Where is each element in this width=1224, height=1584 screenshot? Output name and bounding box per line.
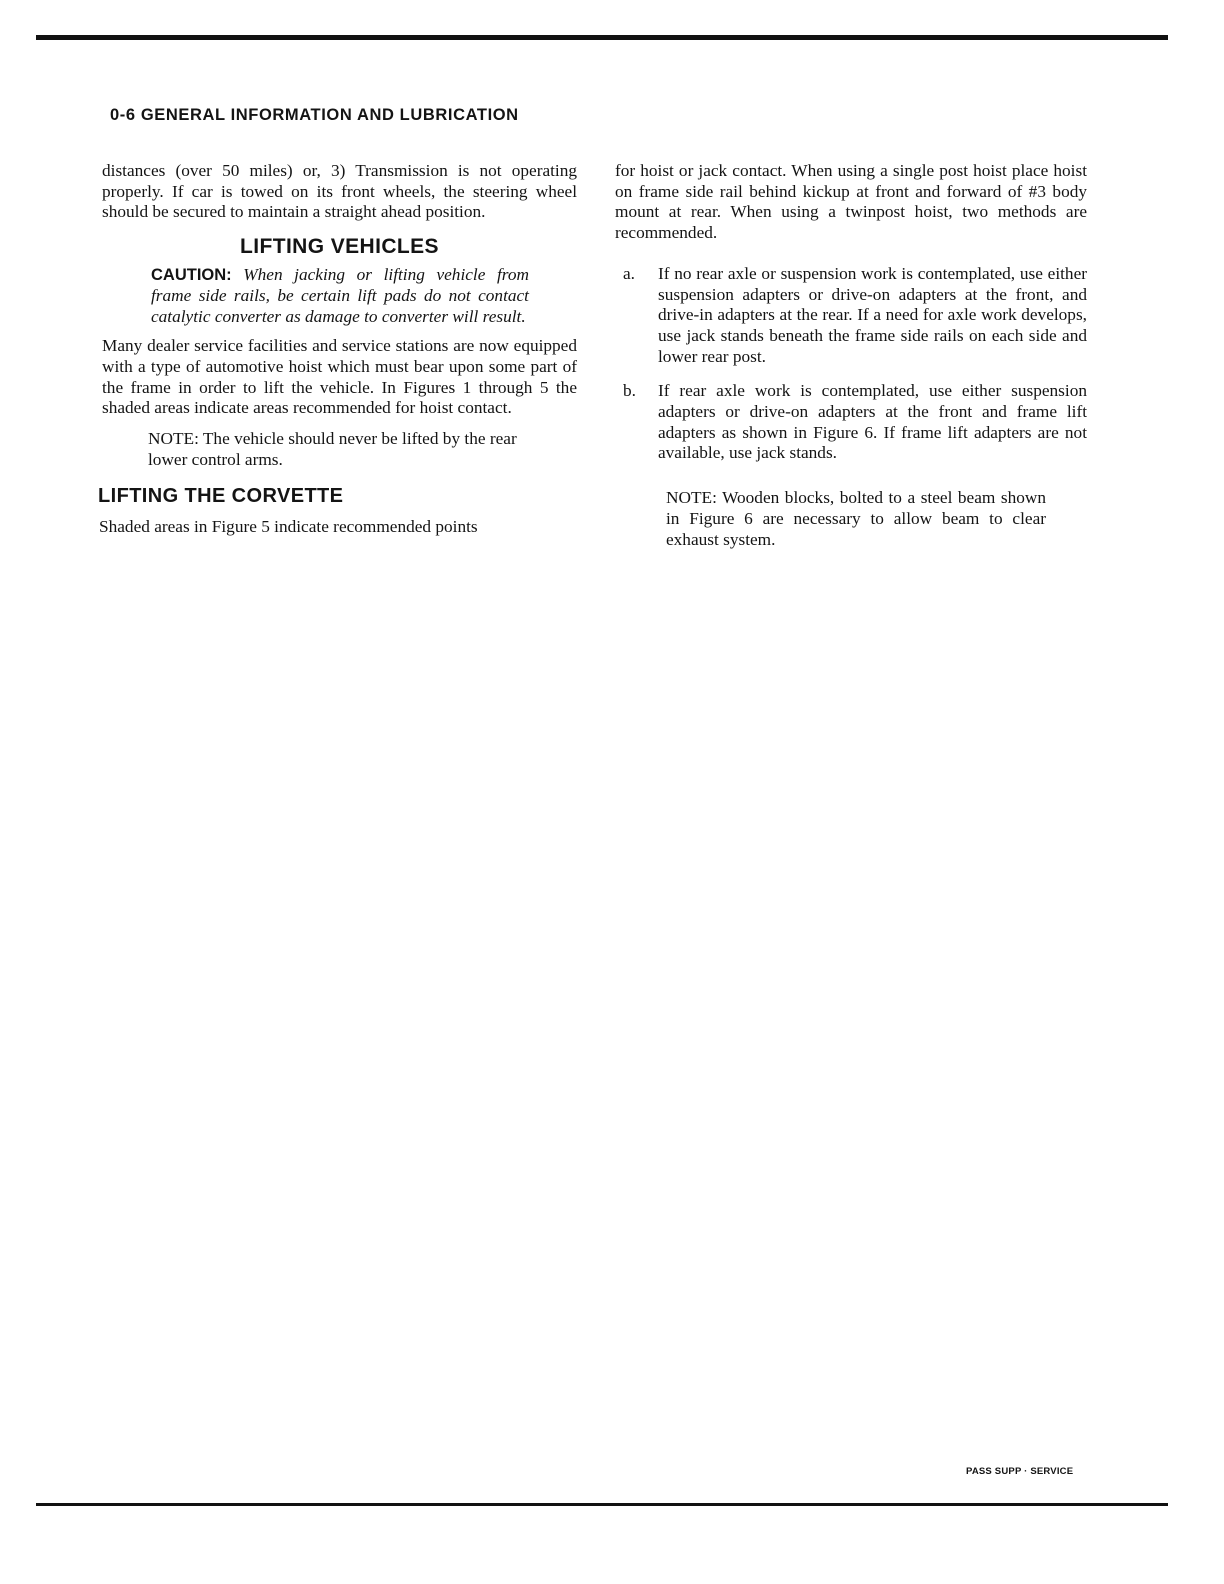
caution-block [151,265,529,327]
corvette-paragraph: Shaded areas in Figure 5 indicate recommended points [99,517,478,537]
list-item [615,264,1087,368]
intro-paragraph: distances (over 50 miles) or, 3) Transmission is not operating properly. If car is towed on its front wheels, the steering wheel should be secured to maintain a straight ahead position. [102,161,577,222]
continuation-paragraph: for hoist or jack contact. When using a single post hoist place hoist on frame side rail behind kickup at front and forward of #3 body mount at rear. When using a twinpost hoist, two methods are recommended. [615,161,1087,243]
list-item-letter: b. [623,381,636,401]
list-item [615,381,1087,464]
caution-label: CAUTION: [151,266,232,285]
heading-lifting-corvette: LIFTING THE CORVETTE [98,485,344,508]
list-item-letter: a. [623,263,635,283]
note-control-arms: NOTE: The vehicle should never be lifted by the rear lower control arms. [148,429,517,469]
heading-lifting-vehicles: LIFTING VEHICLES [240,235,439,259]
bottom-rule [36,1503,1168,1506]
top-rule [36,35,1168,40]
running-head: 0-6 GENERAL INFORMATION AND LUBRICATION [110,106,519,124]
list-item-text: If rear axle work is contemplated, use either suspension adapters or drive-on adapters at the front and frame lift adapters as shown in Figure 6. If frame lift adapters are not available, use jack stands. [658,381,1087,463]
caution-text: When jacking or lifting vehicle from frame side rails, be certain lift pads do not contact catalytic converter as damage to converter will result. [151,265,529,326]
hoist-paragraph: Many dealer service facilities and service stations are now equipped with a type of automotive hoist which must bear upon some part of the frame in order to lift the vehicle. In Figures 1 through 5 the shaded areas indicate areas recommended for hoist contact. [102,336,577,418]
right-column [615,161,1087,550]
footer-label: PASS SUPP · SERVICE [966,1466,1074,1477]
left-column [98,161,577,538]
list-item-text: If no rear axle or suspension work is contemplated, use either suspension adapters or drive-on adapters at the front, and drive-in adapters at the rear. If a need for axle work develops, use jack stands beneath the frame side rails on each side and lower rear post. [658,263,1087,366]
note-wooden-blocks: NOTE: Wooden blocks, bolted to a steel beam shown in Figure 6 are necessary to allow beam to clear exhaust system. [666,488,1046,549]
